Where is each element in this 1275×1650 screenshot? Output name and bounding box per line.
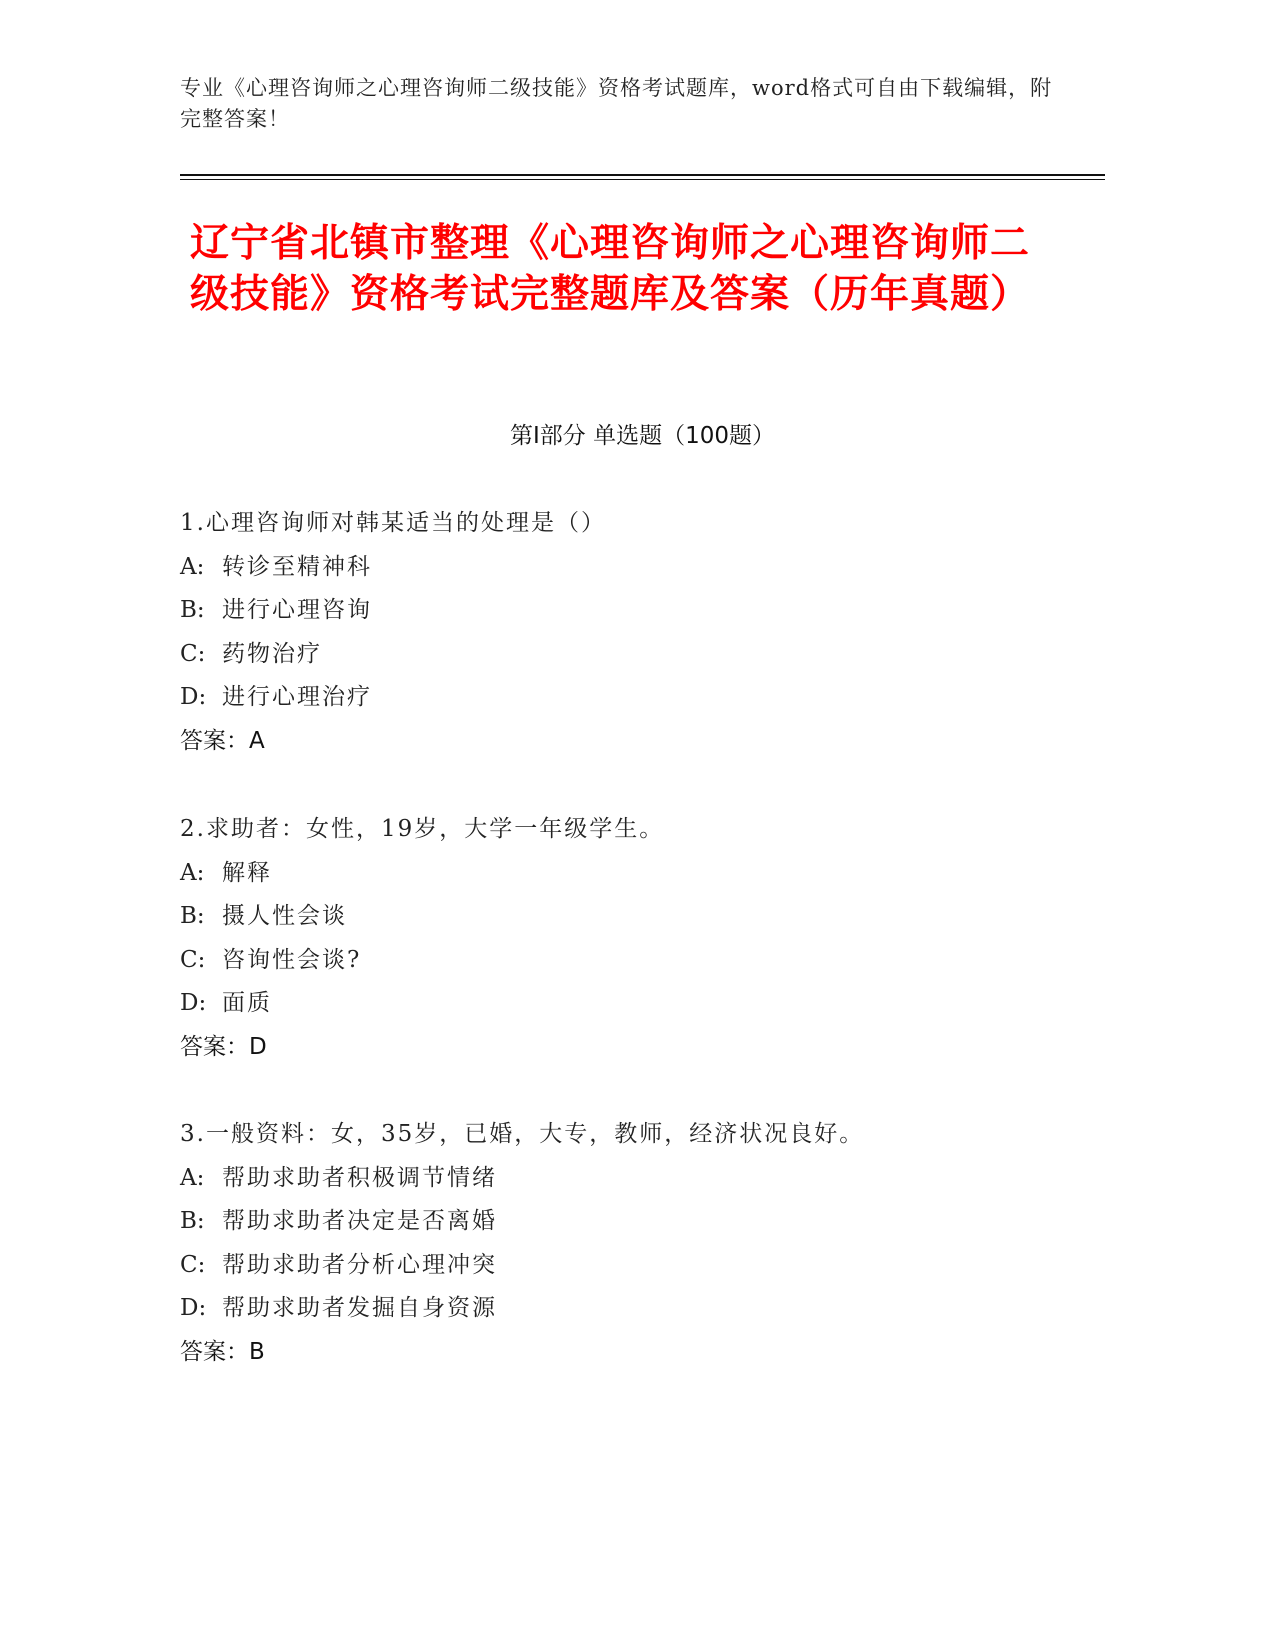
- question-1: [180, 502, 1105, 763]
- option-label: D:: [180, 990, 207, 1016]
- option-text: 帮助求助者发掘自身资源: [222, 1295, 497, 1321]
- option-d: [180, 1287, 1105, 1331]
- option-a: [180, 1157, 1105, 1201]
- option-text: 帮助求助者分析心理冲突: [222, 1251, 497, 1278]
- option-c: [180, 939, 1105, 983]
- option-label: C:: [180, 946, 206, 973]
- question-stem: 1.心理咨询师对韩某适当的处理是（）: [180, 510, 606, 536]
- option-text: 解释: [222, 859, 272, 886]
- option-text: 药物治疗: [222, 640, 322, 667]
- option-label: A:: [180, 1164, 205, 1191]
- section-title: 第Ⅰ部分 单选题（100题）: [510, 423, 775, 449]
- option-c: [180, 633, 1105, 677]
- option-b: [180, 589, 1105, 633]
- option-text: 帮助求助者积极调节情绪: [222, 1164, 497, 1191]
- header-rule-thin: [180, 179, 1105, 180]
- question-stem: 2.求助者：女性，19岁，大学一年级学生。: [180, 816, 665, 842]
- header-rule-thick: [180, 174, 1105, 176]
- option-d: [180, 676, 1105, 720]
- option-text: 进行心理咨询: [222, 597, 372, 623]
- option-b: [180, 895, 1105, 939]
- option-text: 帮助求助者决定是否离婚: [222, 1208, 497, 1234]
- question-stem: 3.一般资料：女，35岁，已婚，大专，教师，经济状况良好。: [180, 1121, 865, 1147]
- option-label: C:: [180, 640, 206, 667]
- option-label: B:: [180, 1208, 205, 1234]
- option-label: C:: [180, 1251, 206, 1278]
- option-text: 面质: [222, 990, 272, 1016]
- question-2: [180, 808, 1105, 1069]
- option-a: [180, 852, 1105, 896]
- option-label: A:: [180, 553, 205, 580]
- header-note: 专业《心理咨询师之心理咨询师二级技能》资格考试题库，word格式可自由下载编辑，附完整答案！: [180, 76, 1053, 131]
- option-label: B:: [180, 903, 205, 929]
- option-label: D:: [180, 1295, 207, 1321]
- answer-line: 答案：A: [180, 727, 265, 754]
- question-3: [180, 1113, 1105, 1374]
- option-b: [180, 1200, 1105, 1244]
- answer-line: 答案：D: [180, 1033, 267, 1060]
- option-text: 摄人性会谈: [222, 903, 347, 929]
- document-title: 辽宁省北镇市整理《心理咨询师之心理咨询师二级技能》资格考试完整题库及答案（历年真题）: [189, 221, 1030, 317]
- option-label: D:: [180, 684, 207, 710]
- option-d: [180, 982, 1105, 1026]
- option-text: 转诊至精神科: [222, 553, 372, 580]
- option-text: 咨询性会谈?: [222, 946, 362, 973]
- answer-line: 答案：B: [180, 1338, 265, 1365]
- option-c: [180, 1244, 1105, 1288]
- option-label: A:: [180, 859, 205, 886]
- option-label: B:: [180, 597, 205, 623]
- option-text: 进行心理治疗: [222, 684, 372, 710]
- option-a: [180, 546, 1105, 590]
